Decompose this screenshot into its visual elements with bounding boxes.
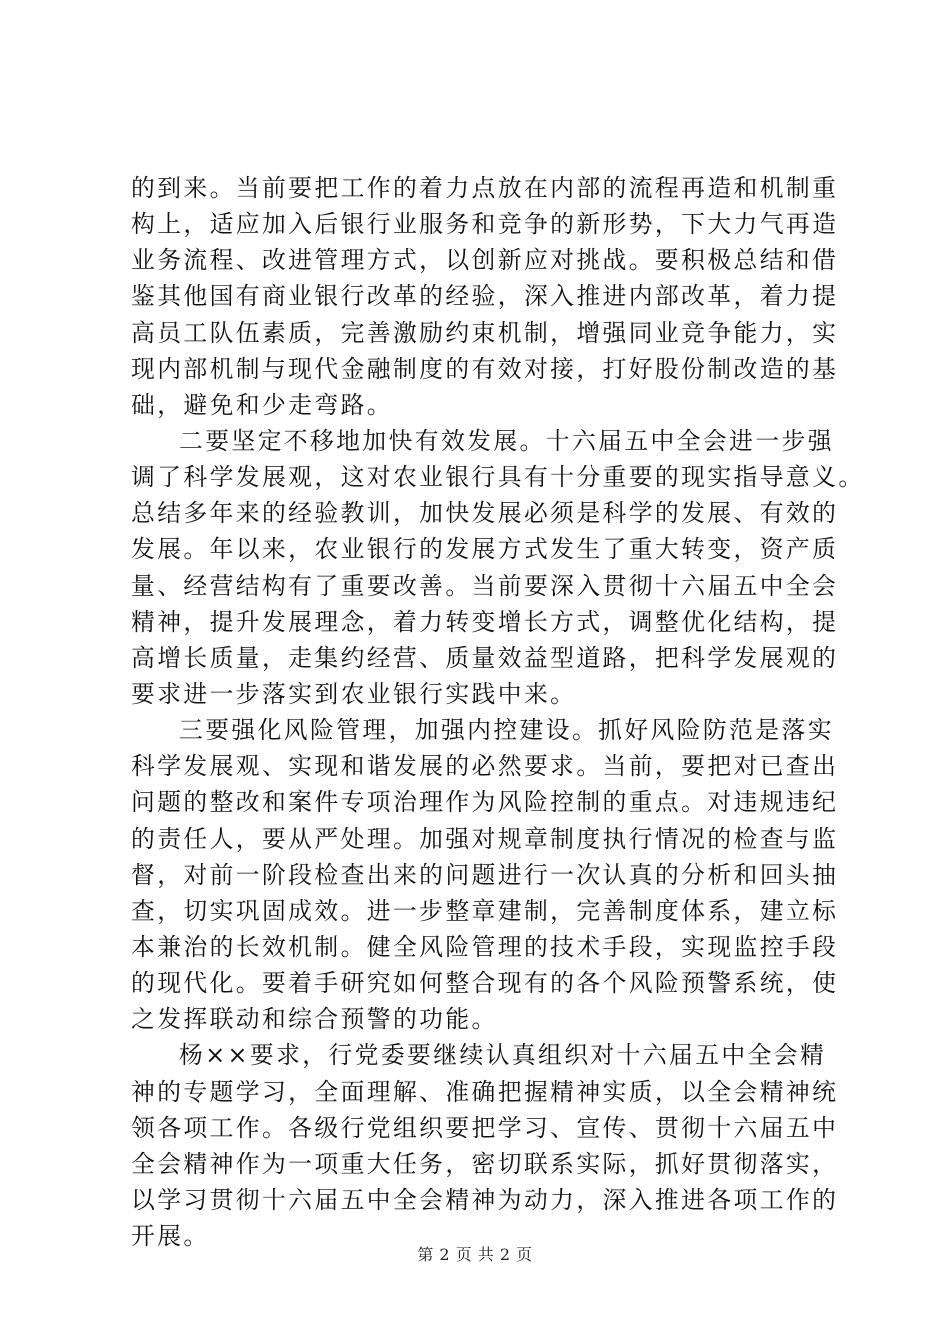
text-line: 调了科学发展观，这对农业银行具有十分重要的现实指导意义。 bbox=[131, 463, 865, 492]
text-line: 要求进一步落实到农业银行实践中来。 bbox=[131, 679, 577, 708]
text-line: 高员工队伍素质，完善激励约束机制，增强同业竞争能力，实 bbox=[131, 318, 839, 347]
text-line: 发展。年以来，农业银行的发展方式发生了重大转变，资产质 bbox=[131, 535, 839, 564]
text-line: 开展。 bbox=[131, 1222, 210, 1251]
text-line: 精神，提升发展理念，着力转变增长方式，调整优化结构，提 bbox=[131, 607, 839, 636]
text-line: 鉴其他国有商业银行改革的经验，深入推进内部改革，着力提 bbox=[131, 282, 839, 311]
text-line: 领各项工作。各级行党组织要把学习、宣传、贯彻十六届五中 bbox=[131, 1113, 839, 1142]
text-line: 的到来。当前要把工作的着力点放在内部的流程再造和机制重 bbox=[131, 174, 839, 202]
text-line: 现内部机制与现代金融制度的有效对接，打好股份制改造的基 bbox=[131, 354, 839, 383]
text-line: 之发挥联动和综合预警的功能。 bbox=[131, 1005, 498, 1034]
page-number-footer: 第 2 页 共 2 页 bbox=[417, 1245, 533, 1264]
text-line: 高增长质量，走集约经营、质量效益型道路，把科学发展观的 bbox=[131, 643, 839, 672]
text-line: 础，避免和少走弯路。 bbox=[131, 390, 393, 419]
text-line: 科学发展观、实现和谐发展的必然要求。当前，要把对已查出 bbox=[131, 752, 839, 781]
text-line: 的现代化。要着手研究如何整合现有的各个风险预警系统，使 bbox=[131, 969, 839, 998]
text-line: 的责任人，要从严处理。加强对规章制度执行情况的检查与监 bbox=[131, 824, 839, 853]
paragraph-start-line: 二要坚定不移地加快有效发展。十六届五中全会进一步强 bbox=[179, 426, 834, 455]
text-line: 业务流程、改进管理方式，以创新应对挑战。要积极总结和借 bbox=[131, 246, 839, 275]
text-line: 查，切实巩固成效。进一步整章建制，完善制度体系，建立标 bbox=[131, 896, 839, 925]
paragraph-start-line: 杨××要求，行党委要继续认真组织对十六届五中全会精 bbox=[179, 1041, 827, 1070]
text-line: 神的专题学习，全面理解、准确把握精神实质，以全会精神统 bbox=[131, 1077, 839, 1106]
text-line: 以学习贯彻十六届五中全会精神为动力，深入推进各项工作的 bbox=[131, 1185, 839, 1214]
text-line: 督，对前一阶段检查出来的问题进行一次认真的分析和回头抽 bbox=[131, 860, 839, 889]
text-line: 总结多年来的经验教训，加快发展必须是科学的发展、有效的 bbox=[131, 499, 839, 528]
paragraph-start-line: 三要强化风险管理，加强内控建设。抓好风险防范是落实 bbox=[179, 716, 834, 745]
text-line: 本兼治的长效机制。健全风险管理的技术手段，实现监控手段 bbox=[131, 932, 839, 961]
body-text bbox=[131, 170, 865, 1254]
text-line: 问题的整改和案件专项治理作为风险控制的重点。对违规违纪 bbox=[131, 788, 839, 817]
text-line: 构上，适应加入后银行业服务和竞争的新形势，下大力气再造 bbox=[131, 210, 839, 239]
text-line: 全会精神作为一项重大任务，密切联系实际，抓好贯彻落实， bbox=[131, 1149, 839, 1178]
text-line: 量、经营结构有了重要改善。当前要深入贯彻十六届五中全会 bbox=[131, 571, 839, 600]
